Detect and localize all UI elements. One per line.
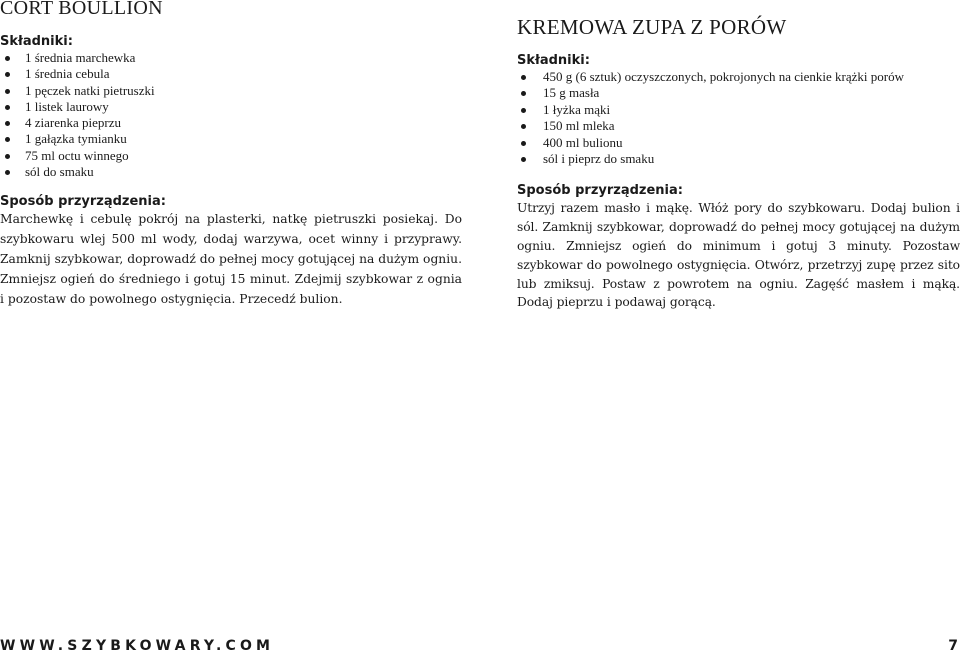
page-footer [0,638,960,656]
ingredient-item: 1 listek laurowy [0,99,462,115]
ingredients-heading: Składniki: [517,53,590,68]
ingredient-item: 150 ml mleka [517,118,960,134]
ingredient-item: 15 g masła [517,85,960,101]
ingredients-list [0,50,462,180]
recipe-kremowa-zupa-z-porow [517,0,960,312]
method-text: Utrzyj razem masło i mąkę. Włóż pory do szybkowaru. Dodaj bulion i sól. Zamknij szybkowar, doprowadź do pełnej mocy gotującej na dużym ogniu. Zmniejsz ogień do minimum i gotuj 3 minuty. Pozostaw szybkowar do powolnego ostygnięcia. Otwórz, przetrzyj zupę przez sito lub zmiksuj. Postaw z powrotem na ogniu. Zagęść masłem i mąką. Dodaj pieprzu i podawaj gorącą. [517,201,960,310]
method-text: Marchewkę i cebulę pokrój na plasterki, natkę pietruszki posiekaj. Do szybkowaru wlej 500 ml wody, dodaj warzywa, ocet winny i przyprawy. Zamknij szybkowar, doprowadź do pełnej mocy gotującej na dużym ogniu. Zmniejsz ogień do średniego i gotuj 15 minut. Zdejmij szybkowar z ognia i pozostaw do powolnego ostygnięcia. Przecedź bulion. [0,212,462,306]
ingredient-item: 1 łyżka mąki [517,102,960,118]
ingredient-item: sól i pieprz do smaku [517,151,960,167]
ingredient-item: 400 ml bulionu [517,135,960,151]
ingredient-item: 1 pęczek natki pietruszki [0,83,462,99]
method-heading: Sposób przyrządzenia: [0,194,166,210]
ingredient-item: 1 średnia cebula [0,66,462,82]
ingredient-item: 450 g (6 sztuk) oczyszczonych, pokrojonych na cienkie krążki porów [517,69,960,85]
ingredient-item: 1 gałązka tymianku [0,131,462,147]
ingredients-list [517,69,960,167]
recipe-title: KREMOWA ZUPA Z PORÓW [517,15,787,39]
recipe-title: CORT BOULLION [0,0,163,19]
ingredient-item: 1 średnia marchewka [0,50,462,66]
ingredient-item: sól do smaku [0,164,462,180]
ingredients-heading: Składniki: [0,34,73,49]
method-heading: Sposób przyrządzenia: [517,183,683,199]
recipe-cort-boullion [0,0,462,309]
page-number: 7 [948,638,958,654]
website-link[interactable]: WWW.SZYBKOWARY.COM [0,638,275,654]
ingredient-item: 4 ziarenka pieprzu [0,115,462,131]
ingredient-item: 75 ml octu winnego [0,148,462,164]
